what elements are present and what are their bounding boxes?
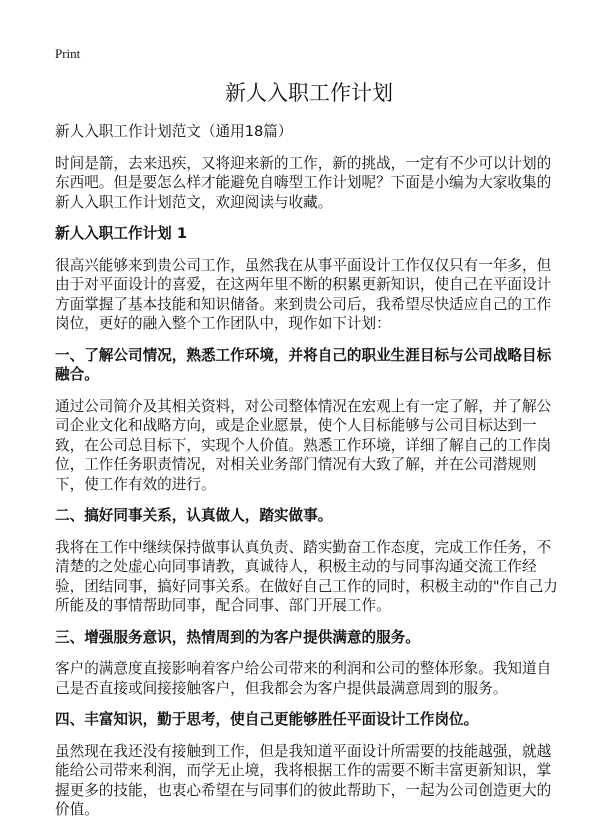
subtitle: 新人入职工作计划范文（通用18篇）	[55, 123, 293, 140]
section-body: 客户的满意度直接影响着客户给公司带来的利润和公司的整体形象。我知道自己是否直接或间接接触客户，但我都会为客户提供最满意周到的服务。	[55, 660, 552, 697]
section-body: 虽然现在我还没有接触到工作，但是我知道平面设计所需要的技能越强，就越能给公司带来利润，而学无止境，我将根据工作的需要不断丰富更新知识，掌握更多的技能，也衷心希望在与同事们的彼此帮助下，一起为公司创造更大的价值。	[55, 742, 552, 818]
section-heading: 三、增强服务意识，热情周到的为客户提供满意的服务。	[55, 628, 420, 646]
print-link[interactable]: Print	[55, 46, 81, 61]
section-heading: 新人入职工作计划 1	[55, 225, 187, 242]
section-body: 我将在工作中继续保持做事认真负责、踏实勤奋工作态度，完成工作任务，不清楚的之处虚心向同事请教，真诚待人，积极主动的与同事沟通交流工作经验，团结同事，搞好同事关系。在做好自己工作的同时，积极主动的"作自己力所能及的事情帮助同事，配合同事、部门开展工作。	[55, 538, 558, 614]
document-page	[55, 46, 563, 832]
section-heading: 一、了解公司情况，熟悉工作环境，并将自己的职业生涯目标与公司战略目标融合。	[55, 346, 552, 383]
page-title: 新人入职工作计划	[225, 81, 393, 105]
section-body: 通过公司简介及其相关资料，对公司整体情况在宏观上有一定了解，并了解公司企业文化和战略方向，或是企业愿景，使个人目标能够与公司目标达到一致，在公司总目标下，实现个人价值。熟悉工作环境，详细了解自己的工作岗位，工作任务职责情况，对相关业务部门情况有大致了解，并在公司潜规则下，使工作有效的进行。	[55, 397, 552, 493]
section-heading: 四、丰富知识，勤于思考，使自己更能够胜任平面设计工作岗位。	[55, 711, 479, 728]
section-heading: 二、搞好同事关系，认真做人，踏实做事。	[55, 507, 333, 524]
intro-paragraph: 时间是箭，去来迅疾，又将迎来新的工作，新的挑战，一定有不少可以计划的东西吧。但是要怎么样才能避免自嗨型工作计划呢？下面是小编为大家收集的新人入职工作计划范文，欢迎阅读与收藏。	[55, 154, 552, 211]
section-body: 很高兴能够来到贵公司工作，虽然我在从事平面设计工作仅仅只有一年多，但由于对平面设计的喜爱，在这两年里不断的积累更新知识，使自己在平面设计方面掌握了基本技能和知识储备。来到贵公司后，我希望尽快适应自己的工作岗位，更好的融入整个工作团队中，现作如下计划：	[55, 256, 552, 332]
